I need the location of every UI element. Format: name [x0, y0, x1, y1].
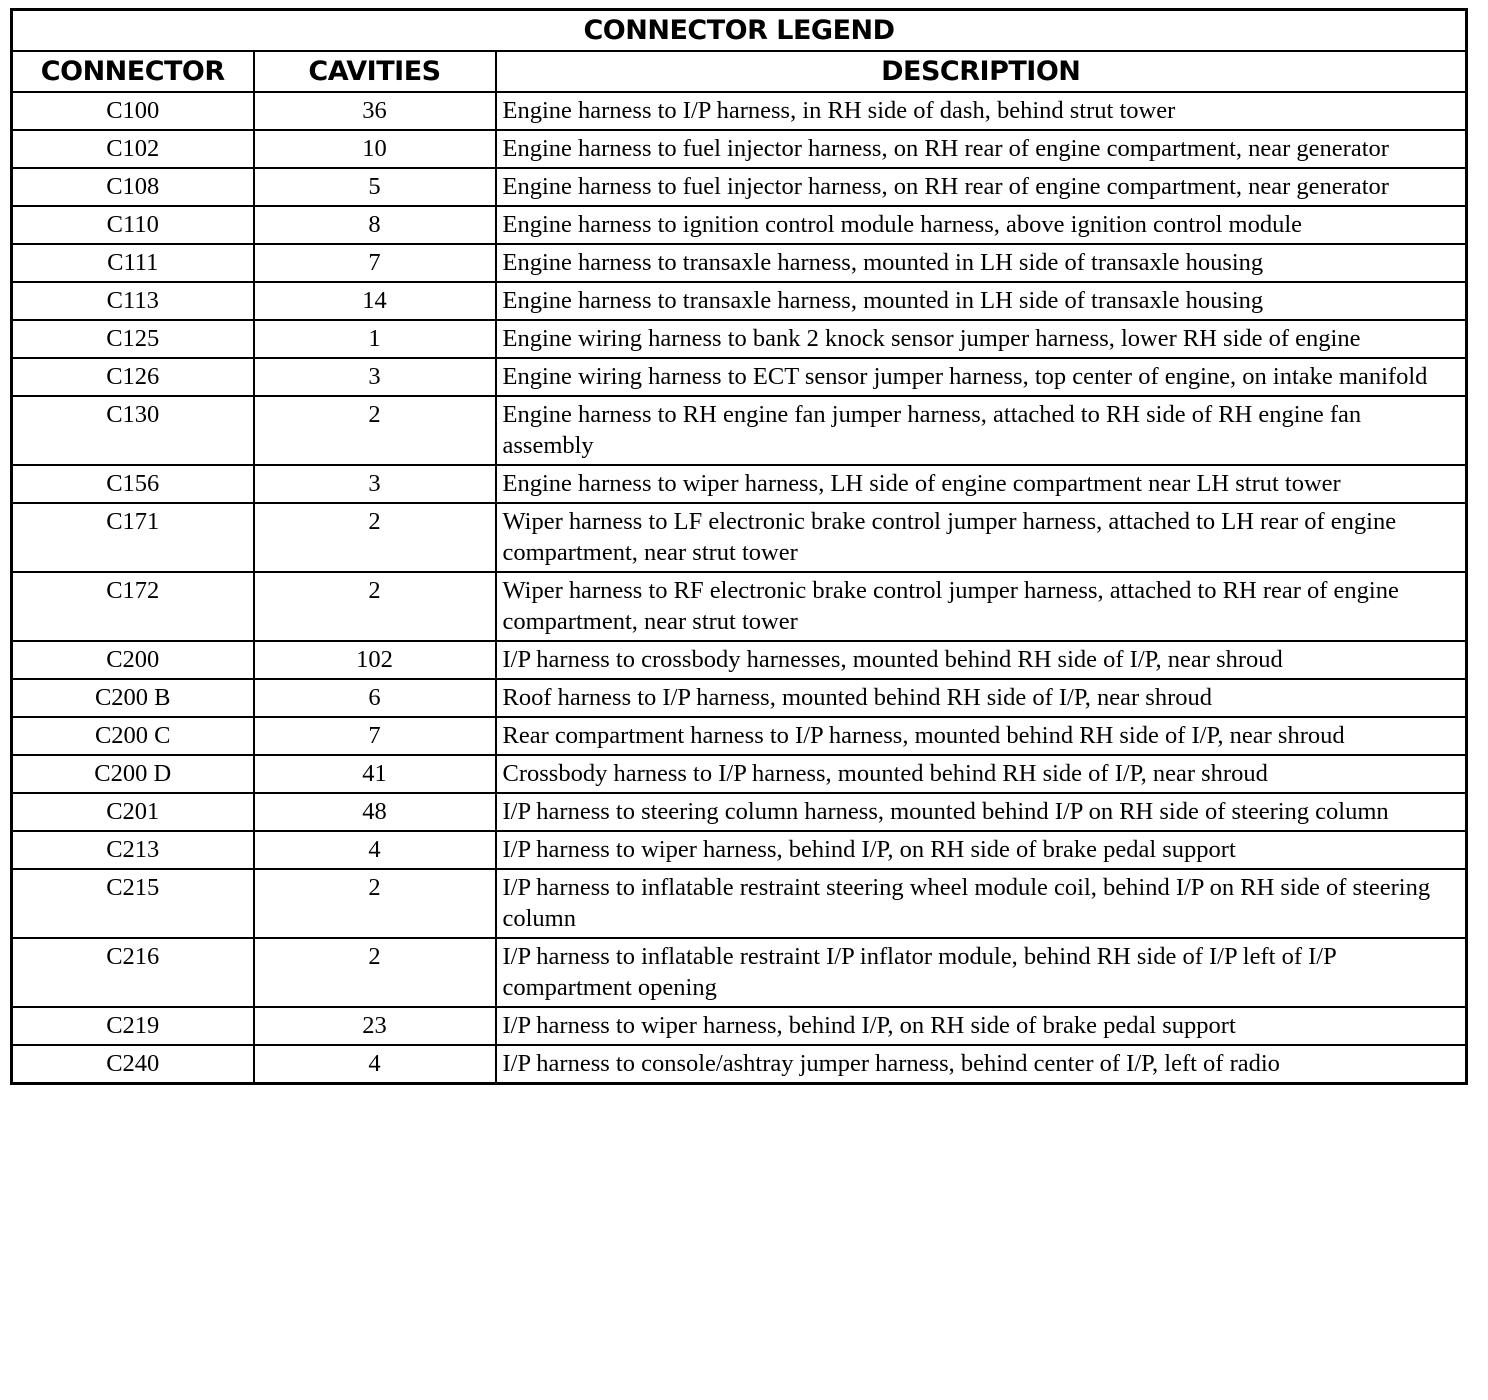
connector-cell: C156: [12, 465, 254, 503]
cavities-cell: 7: [254, 717, 496, 755]
connector-cell: C240: [12, 1045, 254, 1084]
cavities-cell: 102: [254, 641, 496, 679]
table-row: [12, 793, 1467, 831]
table-row: [12, 465, 1467, 503]
connector-cell: C215: [12, 869, 254, 938]
table-row: [12, 130, 1467, 168]
table-row: [12, 396, 1467, 465]
connector-legend-table: [10, 8, 1468, 1085]
cavities-cell: 3: [254, 465, 496, 503]
table-row: [12, 641, 1467, 679]
connector-cell: C213: [12, 831, 254, 869]
description-cell: Engine wiring harness to ECT sensor jumper harness, top center of engine, on intake manifold: [496, 358, 1467, 396]
cavities-cell: 48: [254, 793, 496, 831]
description-cell: Engine harness to I/P harness, in RH side of dash, behind strut tower: [496, 92, 1467, 130]
description-cell: Wiper harness to LF electronic brake control jumper harness, attached to LH rear of engine compartment, near strut tower: [496, 503, 1467, 572]
description-cell: Engine harness to fuel injector harness, on RH rear of engine compartment, near generator: [496, 130, 1467, 168]
cavities-cell: 41: [254, 755, 496, 793]
description-cell: I/P harness to inflatable restraint I/P inflator module, behind RH side of I/P left of I/P compartment opening: [496, 938, 1467, 1007]
table-row: [12, 206, 1467, 244]
description-cell: Crossbody harness to I/P harness, mounted behind RH side of I/P, near shroud: [496, 755, 1467, 793]
cavities-cell: 5: [254, 168, 496, 206]
connector-cell: C102: [12, 130, 254, 168]
description-cell: I/P harness to crossbody harnesses, mounted behind RH side of I/P, near shroud: [496, 641, 1467, 679]
cavities-cell: 3: [254, 358, 496, 396]
cavities-cell: 4: [254, 1045, 496, 1084]
description-cell: Wiper harness to RF electronic brake control jumper harness, attached to RH rear of engine compartment, near strut tower: [496, 572, 1467, 641]
cavities-cell: 2: [254, 572, 496, 641]
connector-cell: C200 C: [12, 717, 254, 755]
cavities-cell: 23: [254, 1007, 496, 1045]
cavities-cell: 2: [254, 503, 496, 572]
connector-cell: C111: [12, 244, 254, 282]
description-cell: Engine wiring harness to bank 2 knock sensor jumper harness, lower RH side of engine: [496, 320, 1467, 358]
table-row: [12, 831, 1467, 869]
connector-cell: C108: [12, 168, 254, 206]
connector-cell: C130: [12, 396, 254, 465]
table-row: [12, 168, 1467, 206]
connector-cell: C201: [12, 793, 254, 831]
description-cell: I/P harness to wiper harness, behind I/P, on RH side of brake pedal support: [496, 831, 1467, 869]
table-row: [12, 755, 1467, 793]
table-row: [12, 320, 1467, 358]
table-row: [12, 1045, 1467, 1084]
table-row: [12, 572, 1467, 641]
description-cell: Engine harness to ignition control module harness, above ignition control module: [496, 206, 1467, 244]
cavities-cell: 36: [254, 92, 496, 130]
connector-cell: C216: [12, 938, 254, 1007]
table-row: [12, 869, 1467, 938]
table-body: [12, 92, 1467, 1084]
description-cell: Roof harness to I/P harness, mounted behind RH side of I/P, near shroud: [496, 679, 1467, 717]
cavities-cell: 8: [254, 206, 496, 244]
description-cell: I/P harness to inflatable restraint steering wheel module coil, behind I/P on RH side of steering column: [496, 869, 1467, 938]
connector-cell: C219: [12, 1007, 254, 1045]
cavities-cell: 2: [254, 938, 496, 1007]
connector-cell: C200 D: [12, 755, 254, 793]
connector-cell: C126: [12, 358, 254, 396]
table-row: [12, 717, 1467, 755]
description-cell: Engine harness to fuel injector harness, on RH rear of engine compartment, near generator: [496, 168, 1467, 206]
cavities-cell: 2: [254, 869, 496, 938]
cavities-cell: 10: [254, 130, 496, 168]
connector-cell: C100: [12, 92, 254, 130]
cavities-cell: 7: [254, 244, 496, 282]
table-row: [12, 503, 1467, 572]
cavities-cell: 2: [254, 396, 496, 465]
table-row: [12, 282, 1467, 320]
connector-cell: C172: [12, 572, 254, 641]
description-cell: Engine harness to transaxle harness, mounted in LH side of transaxle housing: [496, 282, 1467, 320]
table-row: [12, 679, 1467, 717]
cavities-cell: 4: [254, 831, 496, 869]
table-row: [12, 244, 1467, 282]
connector-cell: C200 B: [12, 679, 254, 717]
description-cell: Engine harness to wiper harness, LH side of engine compartment near LH strut tower: [496, 465, 1467, 503]
cavities-cell: 14: [254, 282, 496, 320]
description-cell: I/P harness to console/ashtray jumper harness, behind center of I/P, left of radio: [496, 1045, 1467, 1084]
connector-cell: C200: [12, 641, 254, 679]
table-row: [12, 1007, 1467, 1045]
connector-cell: C125: [12, 320, 254, 358]
table-row: [12, 358, 1467, 396]
cavities-cell: 1: [254, 320, 496, 358]
connector-cell: C110: [12, 206, 254, 244]
cavities-cell: 6: [254, 679, 496, 717]
description-cell: I/P harness to wiper harness, behind I/P, on RH side of brake pedal support: [496, 1007, 1467, 1045]
connector-cell: C113: [12, 282, 254, 320]
description-cell: Rear compartment harness to I/P harness, mounted behind RH side of I/P, near shroud: [496, 717, 1467, 755]
description-cell: Engine harness to transaxle harness, mounted in LH side of transaxle housing: [496, 244, 1467, 282]
column-header-cavities: CAVITIES: [254, 51, 496, 92]
table-row: [12, 92, 1467, 130]
table-title: CONNECTOR LEGEND: [12, 10, 1467, 52]
connector-cell: C171: [12, 503, 254, 572]
table-row: [12, 938, 1467, 1007]
column-header-description: DESCRIPTION: [496, 51, 1467, 92]
description-cell: I/P harness to steering column harness, mounted behind I/P on RH side of steering column: [496, 793, 1467, 831]
column-header-connector: CONNECTOR: [12, 51, 254, 92]
description-cell: Engine harness to RH engine fan jumper harness, attached to RH side of RH engine fan assembly: [496, 396, 1467, 465]
